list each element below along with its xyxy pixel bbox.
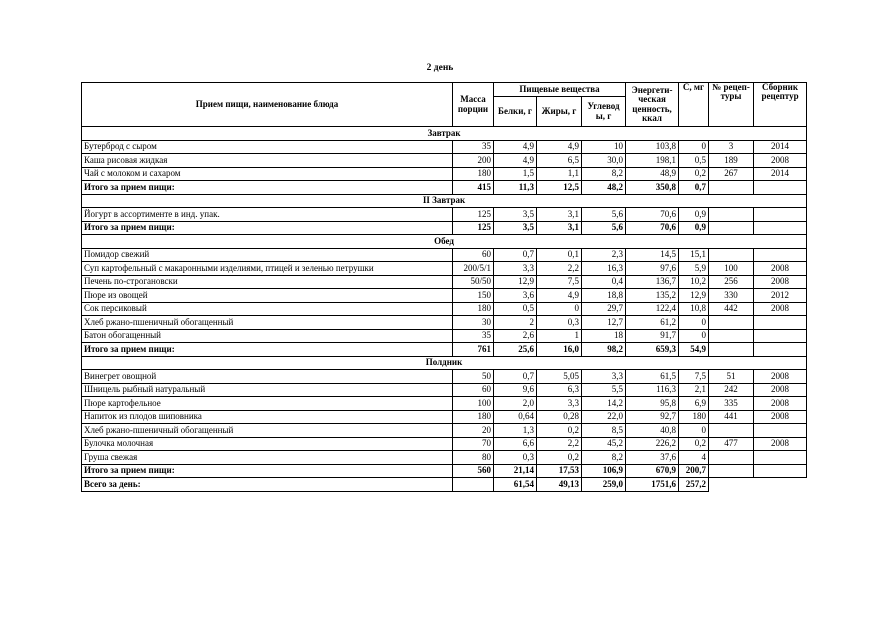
table-row [82, 316, 807, 330]
fat-cell: 4,9 [537, 289, 582, 303]
carbs-cell: 14,2 [582, 397, 626, 411]
carbs-cell: 12,7 [582, 316, 626, 330]
protein-cell: 21,14 [494, 464, 537, 478]
fat-cell: 3,1 [537, 208, 582, 222]
carbs-cell: 10 [582, 140, 626, 154]
mass-cell: 415 [453, 181, 494, 195]
fat-cell: 3,3 [537, 397, 582, 411]
recipe-number-cell: 256 [709, 275, 754, 289]
fat-cell: 2,2 [537, 262, 582, 276]
energy-cell: 198,1 [626, 154, 679, 168]
carbs-cell: 22,0 [582, 410, 626, 424]
recipe-collection-cell: 2012 [754, 289, 807, 303]
recipe-number-cell [709, 316, 754, 330]
recipe-collection-cell: 2008 [754, 262, 807, 276]
table-row [82, 140, 807, 154]
section-title: Завтрак [82, 127, 807, 141]
carbs-cell: 8,5 [582, 424, 626, 438]
carbs-cell: 0,4 [582, 275, 626, 289]
protein-cell: 3,5 [494, 221, 537, 235]
table-row [82, 154, 807, 168]
recipe-collection-cell [754, 451, 807, 465]
recipe-collection-cell: 2014 [754, 167, 807, 181]
dish-name-cell: Булочка молочная [82, 437, 453, 451]
fat-cell: 7,5 [537, 275, 582, 289]
energy-cell: 14,5 [626, 248, 679, 262]
mass-cell: 200 [453, 154, 494, 168]
table-row [82, 437, 807, 451]
recipe-number-cell: 267 [709, 167, 754, 181]
header-collection: Сборник рецептур [754, 83, 807, 127]
mass-cell: 35 [453, 140, 494, 154]
protein-cell: 25,6 [494, 343, 537, 357]
recipe-collection-cell [754, 248, 807, 262]
recipe-collection-cell: 2008 [754, 302, 807, 316]
recipe-collection-cell: 2008 [754, 275, 807, 289]
header-carbs: Углевод ы, г [582, 97, 626, 127]
mass-cell: 180 [453, 410, 494, 424]
table-row [82, 329, 807, 343]
energy-cell: 226,2 [626, 437, 679, 451]
energy-cell: 350,8 [626, 181, 679, 195]
vitamin-c-cell: 0 [679, 140, 709, 154]
dish-name-cell: Хлеб ржано-пшеничный обогащенный [82, 316, 453, 330]
mass-cell: 180 [453, 167, 494, 181]
recipe-number-cell: 189 [709, 154, 754, 168]
section-header-row [82, 235, 807, 249]
energy-cell: 103,8 [626, 140, 679, 154]
carbs-cell: 30,0 [582, 154, 626, 168]
recipe-number-cell [709, 464, 754, 478]
mass-cell: 125 [453, 221, 494, 235]
protein-cell: 3,6 [494, 289, 537, 303]
dish-name-cell: Чай с молоком и сахаром [82, 167, 453, 181]
recipe-collection-cell [754, 316, 807, 330]
vitamin-c-cell: 0,9 [679, 208, 709, 222]
carbs-cell: 259,0 [582, 478, 626, 492]
mass-cell: 560 [453, 464, 494, 478]
recipe-number-cell: 3 [709, 140, 754, 154]
recipe-collection-cell [754, 464, 807, 478]
carbs-cell: 2,3 [582, 248, 626, 262]
mass-cell: 80 [453, 451, 494, 465]
header-nutrients: Пищевые вещества [494, 83, 626, 97]
recipe-number-cell [709, 451, 754, 465]
vitamin-c-cell: 0 [679, 316, 709, 330]
header-recipe: № рецеп- туры [709, 83, 754, 127]
carbs-cell: 98,2 [582, 343, 626, 357]
fat-cell: 0 [537, 302, 582, 316]
recipe-number-cell: 441 [709, 410, 754, 424]
carbs-cell: 18,8 [582, 289, 626, 303]
fat-cell: 49,13 [537, 478, 582, 492]
carbs-cell: 18 [582, 329, 626, 343]
protein-cell: 12,9 [494, 275, 537, 289]
vitamin-c-cell: 5,9 [679, 262, 709, 276]
dish-name-cell: Итого за прием пищи: [82, 221, 453, 235]
vitamin-c-cell: 0,9 [679, 221, 709, 235]
carbs-cell: 8,2 [582, 451, 626, 465]
energy-cell: 61,5 [626, 370, 679, 384]
vitamin-c-cell: 0,5 [679, 154, 709, 168]
mass-cell: 50 [453, 370, 494, 384]
mass-cell [453, 478, 494, 492]
dish-name-cell: Итого за прием пищи: [82, 464, 453, 478]
recipe-number-cell [709, 208, 754, 222]
mass-cell: 200/5/1 [453, 262, 494, 276]
table-row [82, 302, 807, 316]
mass-cell: 100 [453, 397, 494, 411]
protein-cell: 0,64 [494, 410, 537, 424]
protein-cell: 11,3 [494, 181, 537, 195]
table-row [82, 248, 807, 262]
vitamin-c-cell: 54,9 [679, 343, 709, 357]
dish-name-cell: Бутерброд с сыром [82, 140, 453, 154]
carbs-cell: 8,2 [582, 167, 626, 181]
carbs-cell: 3,3 [582, 370, 626, 384]
recipe-collection-cell: 2008 [754, 410, 807, 424]
table-row [82, 397, 807, 411]
fat-cell: 0,28 [537, 410, 582, 424]
fat-cell: 16,0 [537, 343, 582, 357]
mass-cell: 30 [453, 316, 494, 330]
section-title: II Завтрак [82, 194, 807, 208]
empty-cell [754, 478, 807, 492]
mass-cell: 761 [453, 343, 494, 357]
mass-cell: 70 [453, 437, 494, 451]
mass-cell: 125 [453, 208, 494, 222]
carbs-cell: 106,9 [582, 464, 626, 478]
dish-name-cell: Печень по-строгановски [82, 275, 453, 289]
vitamin-c-cell: 0 [679, 329, 709, 343]
protein-cell: 2,0 [494, 397, 537, 411]
mass-cell: 50/50 [453, 275, 494, 289]
energy-cell: 122,4 [626, 302, 679, 316]
carbs-cell: 5,5 [582, 383, 626, 397]
energy-cell: 61,2 [626, 316, 679, 330]
vitamin-c-cell: 180 [679, 410, 709, 424]
recipe-collection-cell: 2008 [754, 370, 807, 384]
energy-cell: 70,6 [626, 221, 679, 235]
recipe-collection-cell: 2014 [754, 140, 807, 154]
fat-cell: 0,1 [537, 248, 582, 262]
table-row [82, 208, 807, 222]
protein-cell: 3,5 [494, 208, 537, 222]
recipe-number-cell: 442 [709, 302, 754, 316]
table-row [82, 167, 807, 181]
recipe-collection-cell [754, 343, 807, 357]
recipe-number-cell [709, 343, 754, 357]
carbs-cell: 5,6 [582, 208, 626, 222]
vitamin-c-cell: 2,1 [679, 383, 709, 397]
protein-cell: 0,7 [494, 370, 537, 384]
header-energy: Энергети- ческая ценность, ккал [626, 83, 679, 127]
recipe-collection-cell [754, 208, 807, 222]
protein-cell: 1,3 [494, 424, 537, 438]
vitamin-c-cell: 12,9 [679, 289, 709, 303]
fat-cell: 0,2 [537, 424, 582, 438]
dish-name-cell: Итого за прием пищи: [82, 343, 453, 357]
day-total-row [82, 478, 807, 492]
dish-name-cell: Хлеб ржано-пшеничный обогащенный [82, 424, 453, 438]
dish-name-cell: Сок персиковый [82, 302, 453, 316]
dish-name-cell: Итого за прием пищи: [82, 181, 453, 195]
protein-cell: 2,6 [494, 329, 537, 343]
recipe-collection-cell: 2008 [754, 154, 807, 168]
fat-cell: 12,5 [537, 181, 582, 195]
header-vitc: С, мг [679, 83, 709, 127]
table-row [82, 370, 807, 384]
recipe-collection-cell [754, 329, 807, 343]
meal-total-row [82, 464, 807, 478]
recipe-collection-cell [754, 181, 807, 195]
recipe-number-cell: 51 [709, 370, 754, 384]
fat-cell: 6,5 [537, 154, 582, 168]
fat-cell: 5,05 [537, 370, 582, 384]
energy-cell: 95,8 [626, 397, 679, 411]
vitamin-c-cell: 6,9 [679, 397, 709, 411]
energy-cell: 1751,6 [626, 478, 679, 492]
recipe-collection-cell: 2008 [754, 397, 807, 411]
protein-cell: 4,9 [494, 140, 537, 154]
fat-cell: 0,2 [537, 451, 582, 465]
table-row [82, 275, 807, 289]
section-title: Полдник [82, 356, 807, 370]
table-row [82, 262, 807, 276]
table-row [82, 410, 807, 424]
protein-cell: 0,5 [494, 302, 537, 316]
energy-cell: 116,3 [626, 383, 679, 397]
recipe-number-cell [709, 329, 754, 343]
dish-name-cell: Всего за день: [82, 478, 453, 492]
header-protein: Белки, г [494, 97, 537, 127]
dish-name-cell: Напиток из плодов шиповника [82, 410, 453, 424]
mass-cell: 180 [453, 302, 494, 316]
carbs-cell: 48,2 [582, 181, 626, 195]
protein-cell: 0,3 [494, 451, 537, 465]
recipe-number-cell [709, 424, 754, 438]
fat-cell: 1 [537, 329, 582, 343]
header-fat: Жиры, г [537, 97, 582, 127]
energy-cell: 135,2 [626, 289, 679, 303]
vitamin-c-cell: 257,2 [679, 478, 709, 492]
carbs-cell: 5,6 [582, 221, 626, 235]
dish-name-cell: Каша рисовая жидкая [82, 154, 453, 168]
table-row [82, 383, 807, 397]
menu-body [82, 127, 807, 492]
carbs-cell: 45,2 [582, 437, 626, 451]
mass-cell: 60 [453, 383, 494, 397]
header-mass: Масса порции [453, 83, 494, 127]
recipe-number-cell: 100 [709, 262, 754, 276]
recipe-number-cell [709, 181, 754, 195]
meal-total-row [82, 181, 807, 195]
recipe-number-cell: 335 [709, 397, 754, 411]
energy-cell: 659,3 [626, 343, 679, 357]
section-header-row [82, 194, 807, 208]
vitamin-c-cell: 4 [679, 451, 709, 465]
header-name: Прием пищи, наименование блюда [82, 83, 453, 127]
vitamin-c-cell: 7,5 [679, 370, 709, 384]
recipe-number-cell [709, 221, 754, 235]
recipe-collection-cell: 2008 [754, 383, 807, 397]
recipe-number-cell: 330 [709, 289, 754, 303]
vitamin-c-cell: 15,1 [679, 248, 709, 262]
vitamin-c-cell: 200,7 [679, 464, 709, 478]
recipe-number-cell: 477 [709, 437, 754, 451]
protein-cell: 0,7 [494, 248, 537, 262]
dish-name-cell: Пюре картофельное [82, 397, 453, 411]
carbs-cell: 29,7 [582, 302, 626, 316]
protein-cell: 3,3 [494, 262, 537, 276]
protein-cell: 6,6 [494, 437, 537, 451]
recipe-collection-cell: 2008 [754, 437, 807, 451]
mass-cell: 20 [453, 424, 494, 438]
vitamin-c-cell: 0 [679, 424, 709, 438]
mass-cell: 60 [453, 248, 494, 262]
section-title: Обед [82, 235, 807, 249]
fat-cell: 4,9 [537, 140, 582, 154]
page-title: 2 день [426, 63, 454, 73]
energy-cell: 97,6 [626, 262, 679, 276]
dish-name-cell: Батон обогащенный [82, 329, 453, 343]
fat-cell: 1,1 [537, 167, 582, 181]
vitamin-c-cell: 0,2 [679, 437, 709, 451]
dish-name-cell: Пюре из овощей [82, 289, 453, 303]
fat-cell: 3,1 [537, 221, 582, 235]
recipe-collection-cell [754, 221, 807, 235]
dish-name-cell: Груша свежая [82, 451, 453, 465]
recipe-number-cell: 242 [709, 383, 754, 397]
protein-cell: 2 [494, 316, 537, 330]
energy-cell: 136,7 [626, 275, 679, 289]
vitamin-c-cell: 0,7 [679, 181, 709, 195]
mass-cell: 35 [453, 329, 494, 343]
protein-cell: 9,6 [494, 383, 537, 397]
meal-total-row [82, 221, 807, 235]
protein-cell: 4,9 [494, 154, 537, 168]
dish-name-cell: Винегрет овощной [82, 370, 453, 384]
dish-name-cell: Йогурт в ассортименте в инд. упак. [82, 208, 453, 222]
energy-cell: 40,8 [626, 424, 679, 438]
table-row [82, 451, 807, 465]
table-row [82, 424, 807, 438]
recipe-collection-cell [754, 424, 807, 438]
vitamin-c-cell: 10,2 [679, 275, 709, 289]
meal-total-row [82, 343, 807, 357]
vitamin-c-cell: 0,2 [679, 167, 709, 181]
dish-name-cell: Шницель рыбный натуральный [82, 383, 453, 397]
section-header-row [82, 127, 807, 141]
fat-cell: 2,2 [537, 437, 582, 451]
carbs-cell: 16,3 [582, 262, 626, 276]
mass-cell: 150 [453, 289, 494, 303]
dish-name-cell: Помидор свежий [82, 248, 453, 262]
table-row [82, 289, 807, 303]
energy-cell: 70,6 [626, 208, 679, 222]
energy-cell: 92,7 [626, 410, 679, 424]
energy-cell: 91,7 [626, 329, 679, 343]
protein-cell: 1,5 [494, 167, 537, 181]
recipe-number-cell [709, 248, 754, 262]
fat-cell: 0,3 [537, 316, 582, 330]
fat-cell: 6,3 [537, 383, 582, 397]
protein-cell: 61,54 [494, 478, 537, 492]
empty-cell [709, 478, 754, 492]
menu-table [81, 82, 807, 492]
fat-cell: 17,53 [537, 464, 582, 478]
energy-cell: 37,6 [626, 451, 679, 465]
section-header-row [82, 356, 807, 370]
dish-name-cell: Суп картофельный с макаронными изделиями, птицей и зеленью петрушки [82, 262, 453, 276]
vitamin-c-cell: 10,8 [679, 302, 709, 316]
energy-cell: 670,9 [626, 464, 679, 478]
energy-cell: 48,9 [626, 167, 679, 181]
